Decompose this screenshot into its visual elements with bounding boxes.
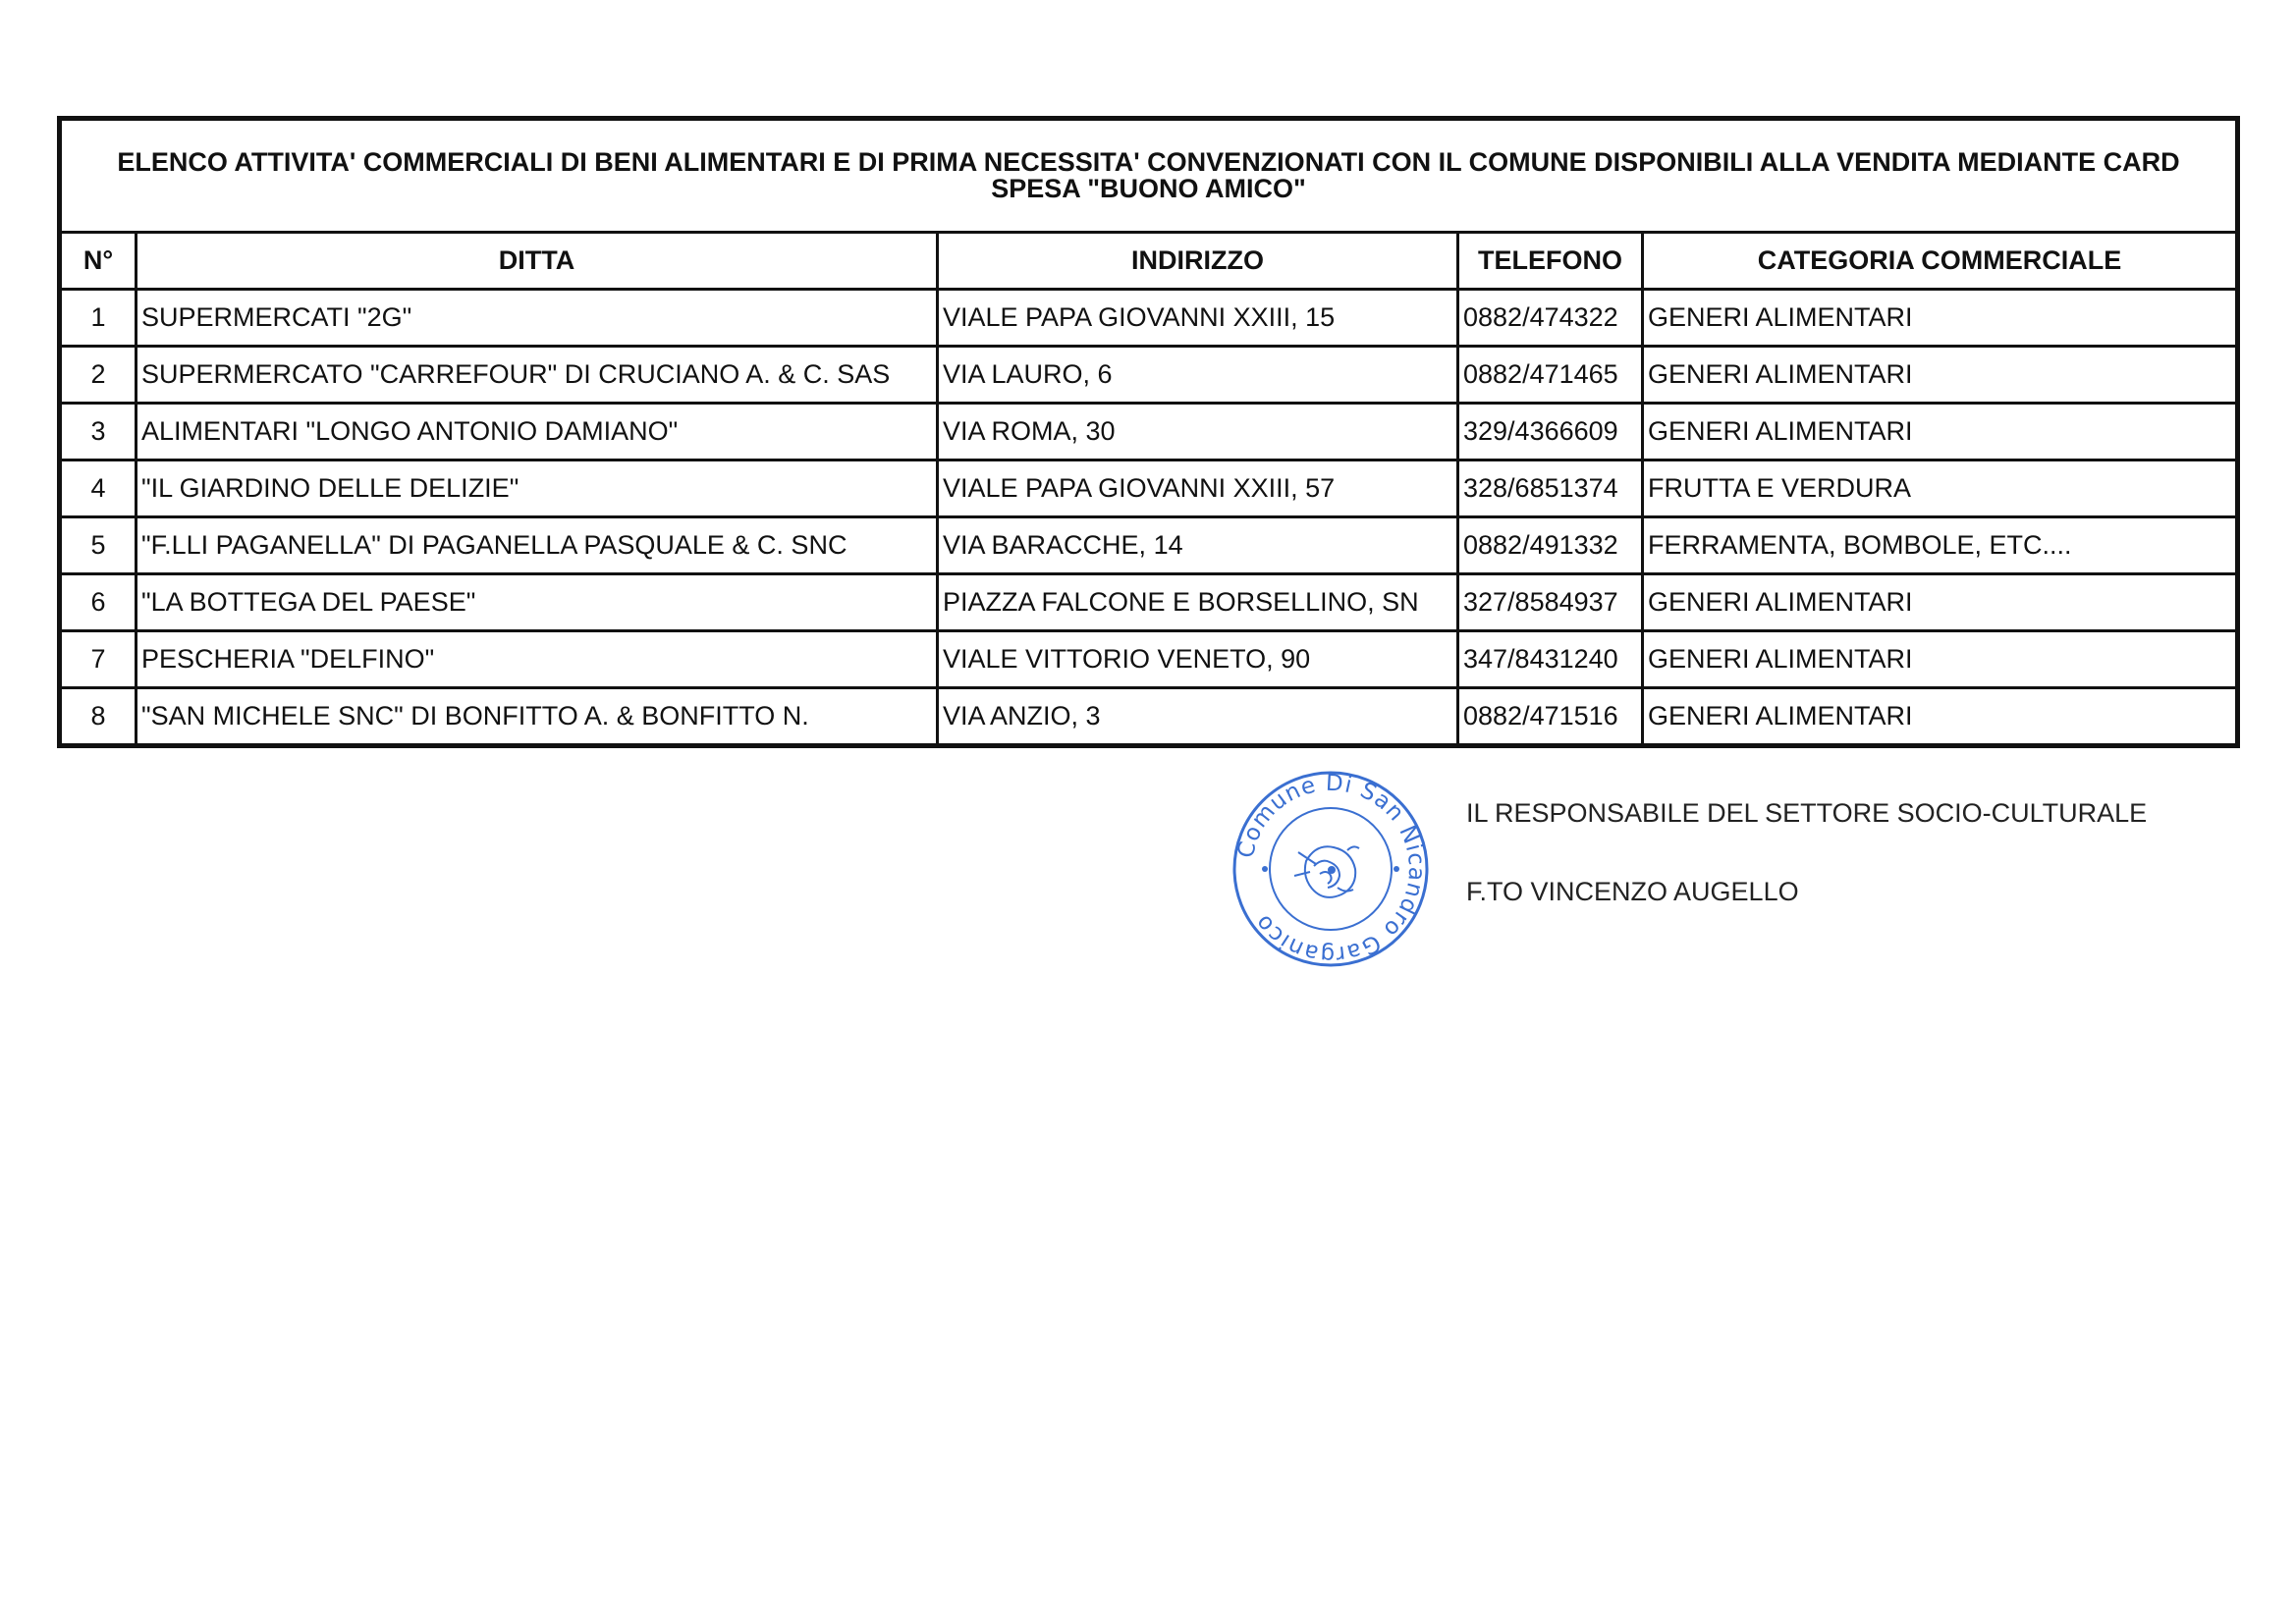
row-number: 8	[60, 688, 137, 746]
row-ditta: "SAN MICHELE SNC" DI BONFITTO A. & BONFITTO N.	[137, 688, 938, 746]
row-telefono: 347/8431240	[1458, 631, 1643, 688]
header-categoria: CATEGORIA COMMERCIALE	[1643, 233, 2238, 290]
table-row	[60, 517, 2238, 574]
stamp-text: Comune Di San Nicandro Garganico	[1232, 770, 1430, 968]
row-number: 7	[60, 631, 137, 688]
table-row	[60, 574, 2238, 631]
row-ditta: SUPERMERCATO "CARREFOUR" DI CRUCIANO A. & C. SAS	[137, 347, 938, 404]
stamp-dot-left	[1262, 866, 1268, 872]
row-number: 5	[60, 517, 137, 574]
row-telefono: 0882/474322	[1458, 290, 1643, 347]
header-telefono: TELEFONO	[1458, 233, 1643, 290]
stamp-dot-right	[1394, 866, 1399, 872]
row-ditta: SUPERMERCATI "2G"	[137, 290, 938, 347]
row-telefono: 329/4366609	[1458, 404, 1643, 460]
row-telefono: 0882/491332	[1458, 517, 1643, 574]
row-ditta: "F.LLI PAGANELLA" DI PAGANELLA PASQUALE & C. SNC	[137, 517, 938, 574]
row-categoria: GENERI ALIMENTARI	[1643, 688, 2238, 746]
table-row	[60, 404, 2238, 460]
row-telefono: 327/8584937	[1458, 574, 1643, 631]
row-number: 4	[60, 460, 137, 517]
row-indirizzo: VIALE PAPA GIOVANNI XXIII, 15	[938, 290, 1458, 347]
row-ditta: "LA BOTTEGA DEL PAESE"	[137, 574, 938, 631]
signature-name: F.TO VINCENZO AUGELLO	[1466, 877, 1799, 906]
signature-role: IL RESPONSABILE DEL SETTORE SOCIO-CULTURALE	[1466, 798, 2148, 828]
row-telefono: 0882/471465	[1458, 347, 1643, 404]
row-ditta: PESCHERIA "DELFINO"	[137, 631, 938, 688]
row-indirizzo: VIA BARACCHE, 14	[938, 517, 1458, 574]
row-ditta: "IL GIARDINO DELLE DELIZIE"	[137, 460, 938, 517]
document-title: ELENCO ATTIVITA' COMMERCIALI DI BENI ALIMENTARI E DI PRIMA NECESSITA' CONVENZIONATI CON IL COMUNE DISPONIBILI ALLA VENDITA MEDIANTE CARD SPESA "BUONO AMICO"	[60, 119, 2238, 233]
commercial-activities-table	[57, 116, 2240, 748]
row-number: 1	[60, 290, 137, 347]
table-row	[60, 631, 2238, 688]
header-ditta: DITTA	[137, 233, 938, 290]
table-header-row	[60, 233, 2238, 290]
row-categoria: GENERI ALIMENTARI	[1643, 290, 2238, 347]
municipal-stamp	[1230, 768, 1432, 970]
header-number: N°	[60, 233, 137, 290]
table-row	[60, 347, 2238, 404]
row-categoria: FRUTTA E VERDURA	[1643, 460, 2238, 517]
row-number: 6	[60, 574, 137, 631]
table-row	[60, 460, 2238, 517]
row-telefono: 0882/471516	[1458, 688, 1643, 746]
row-categoria: GENERI ALIMENTARI	[1643, 347, 2238, 404]
row-categoria: GENERI ALIMENTARI	[1643, 631, 2238, 688]
row-indirizzo: VIA ROMA, 30	[938, 404, 1458, 460]
row-categoria: GENERI ALIMENTARI	[1643, 574, 2238, 631]
row-number: 3	[60, 404, 137, 460]
row-indirizzo: VIALE VITTORIO VENETO, 90	[938, 631, 1458, 688]
coat-of-arms-icon	[1294, 846, 1359, 897]
row-indirizzo: PIAZZA FALCONE E BORSELLINO, SN	[938, 574, 1458, 631]
row-categoria: GENERI ALIMENTARI	[1643, 404, 2238, 460]
row-indirizzo: VIA LAURO, 6	[938, 347, 1458, 404]
row-number: 2	[60, 347, 137, 404]
row-ditta: ALIMENTARI "LONGO ANTONIO DAMIANO"	[137, 404, 938, 460]
row-indirizzo: VIALE PAPA GIOVANNI XXIII, 57	[938, 460, 1458, 517]
row-telefono: 328/6851374	[1458, 460, 1643, 517]
header-indirizzo: INDIRIZZO	[938, 233, 1458, 290]
row-categoria: FERRAMENTA, BOMBOLE, ETC....	[1643, 517, 2238, 574]
table-row	[60, 290, 2238, 347]
row-indirizzo: VIA ANZIO, 3	[938, 688, 1458, 746]
table-row	[60, 688, 2238, 746]
